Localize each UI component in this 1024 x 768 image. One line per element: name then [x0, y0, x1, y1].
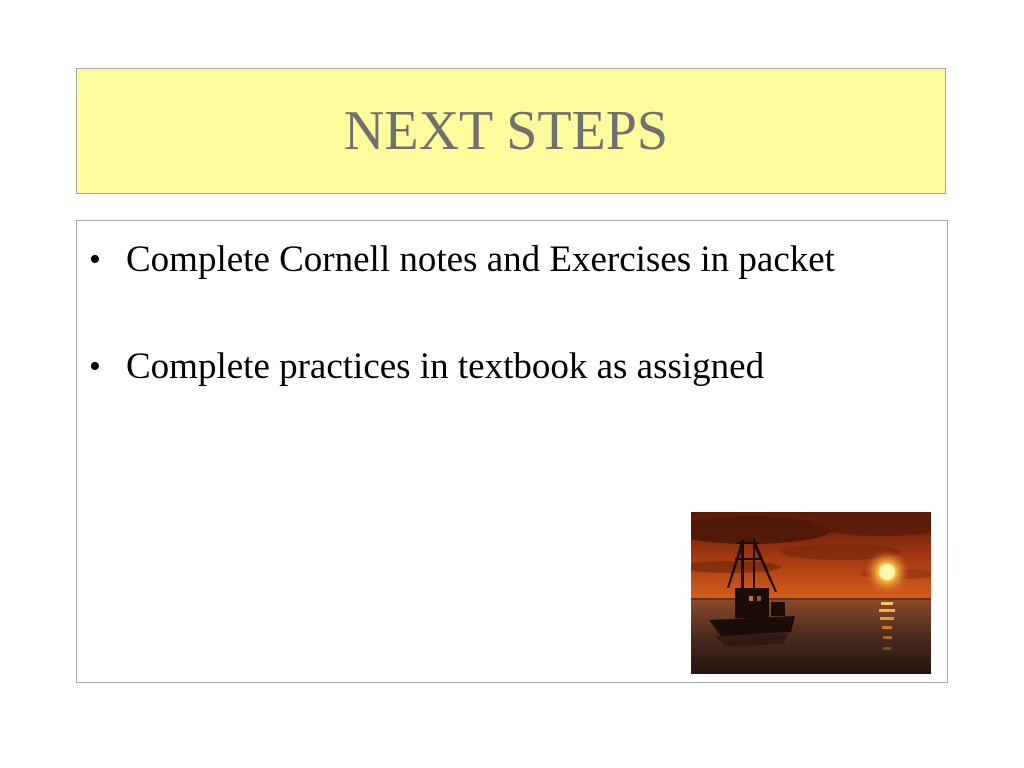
bullet-list	[77, 233, 947, 393]
bullet-icon: •	[89, 348, 101, 385]
content-panel	[76, 220, 948, 683]
bullet-icon: •	[89, 241, 101, 278]
bullet-item	[77, 340, 947, 393]
title-banner	[76, 68, 946, 194]
sunset-boat-photo	[691, 512, 931, 674]
slide-title: NEXT STEPS	[343, 100, 669, 162]
bullet-text: Complete Cornell notes and Exercises in packet	[126, 239, 835, 280]
bullet-text: Complete practices in textbook as assigned	[126, 346, 765, 387]
bullet-item	[77, 233, 947, 286]
